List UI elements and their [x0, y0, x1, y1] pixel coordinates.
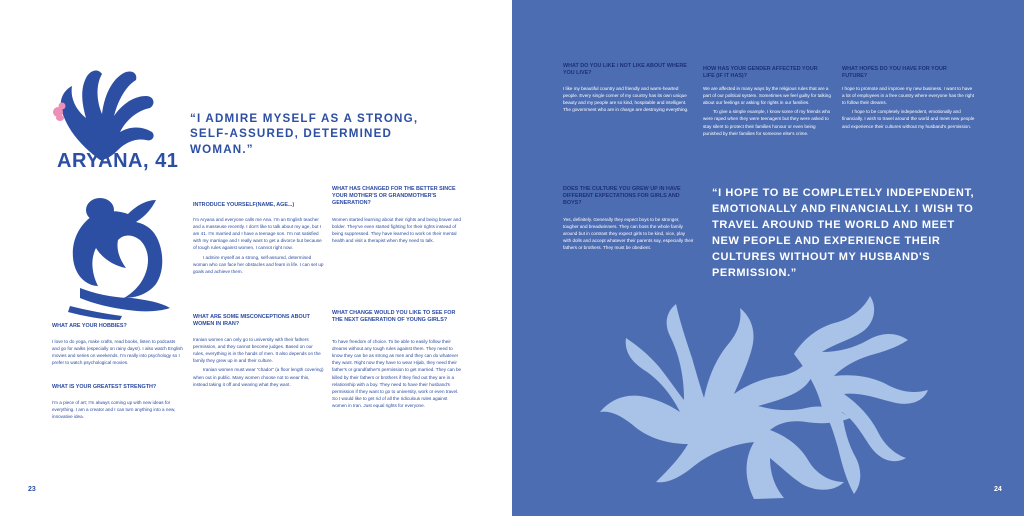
seaweed-illustration	[594, 294, 954, 504]
question-hopes-future: WHAT HOPES DO YOU HAVE FOR YOUR FUTURE?	[842, 66, 947, 80]
answer-hobbies: I love to do yoga, make crafts, read books, listen to podcasts and go for walks (especially on rainy days!). I also watch English movies and series on weekends. I'm really into psychology so I prefer to watch psychological movies.	[52, 339, 183, 366]
answer-gender-affected: We are affected in many ways by the religious rules that are a part of our political system. Sometimes we feel guilty for talking about our feelings or asking for rights in our families. To give a simple example, I know some of my friends who were raped when they were teenagers but they were asked to stay silent to protect their families honour or even being punished by their families for someone else's crime.	[703, 86, 831, 136]
page-number-right: 24	[994, 486, 1002, 493]
answer-hopes-future: I hope to promote and improve my new business. I want to have a lot of employees in a free country where everyone has the right to follow their dreams. I hope to be completely independent, emotionally and financially. I wish to travel around the world and meet new people and experience their cultures without my husband's permission.	[842, 86, 975, 129]
answer-expectations-girls-boys: Yes, definitely. Generally they expect boys to be stronger, tougher and breadwinners. They can boss the whole family around but in contrast they expect girls to be kind, nice, play with dolls and accept whatever their parents say, especially their fathers or brothers. They must be obedient.	[563, 217, 694, 251]
question-what-has-changed: WHAT HAS CHANGED FOR THE BETTER SINCE YOUR MOTHER'S OR GRANDMOTHER'S GENERATION?	[332, 186, 456, 207]
question-misconceptions: WHAT ARE SOME MISCONCEPTIONS ABOUT WOMEN IN IRAN?	[193, 314, 310, 328]
question-next-generation: WHAT CHANGE WOULD YOU LIKE TO SEE FOR THE NEXT GENERATION OF YOUNG GIRLS?	[332, 310, 456, 324]
question-greatest-strength: WHAT IS YOUR GREATEST STRENGTH?	[52, 384, 157, 390]
question-where-you-live: WHAT DO YOU LIKE / NOT LIKE ABOUT WHERE YOU LIVE?	[563, 63, 687, 77]
matisse-figure-illustration	[62, 194, 182, 320]
question-expectations-girls-boys: DOES THE CULTURE YOU GREW UP IN HAVE DIFFERENT EXPECTATIONS FOR GIRLS AND BOYS?	[563, 186, 681, 207]
answer-what-has-changed: Women started learning about their rights and being braver and bolder. They've even started fighting for their rights instead of being suppressed. They have learned to work on their mental health and visit a therapist when they need to talk.	[332, 217, 461, 244]
answer-where-you-live: I like my beautiful country and friendly and warm-hearted people. Every single corner of my country has its own unique beauty and my people are so kind, hospitable and intelligent. The government who are in charge are destroying everything.	[563, 86, 689, 113]
right-page	[512, 0, 1024, 516]
pull-quote: “I ADMIRE MYSELF AS A STRONG, SELF-ASSURED, DETERMINED WOMAN.”	[190, 112, 419, 156]
page-number-left: 23	[28, 486, 36, 493]
interviewee-name-title: ARYANA, 41	[57, 150, 179, 172]
pull-quote-right: “I HOPE TO BE COMPLETELY INDEPENDENT, EMOTIONALLY AND FINANCIALLY. I WISH TO TRAVEL AROUND THE WORLD AND MEET NEW PEOPLE AND EXPERIENCE THEIR CULTURES WITHOUT MY HUSBAND'S PERMISSION.”	[712, 187, 975, 279]
answer-misconceptions: Iranian women can only go to university with their fathers permission, and they cannot become judges. Based on our rules, everything is in the hands of men. It also depends on the family they grew up in and their culture. Iranian women must wear “chador” (a floor length covering) when out in public. Many women choose not to wear this, instead taking it off and wearing what they want.	[193, 337, 324, 387]
answer-next-generation: To have freedom of choice. To be able to easily follow their dreams without any tough rules against them. They need to know they can be as strong as men and they can do whatever they want. Right now they have to wear Hijab, they need their father's or grandfather's permission to get married. They can be killed by their fathers or brothers if they find out they are in a relationship with a boy. They need to have their husband's permission if they want to go to university, work or even travel. So I would like to get rid of all the ridiculous rules against women in Iran. Just equal rights for everyone.	[332, 339, 462, 408]
question-gender-affected: HOW HAS YOUR GENDER AFFECTED YOUR LIFE (IF IT HAS)?	[703, 66, 818, 80]
question-hobbies: WHAT ARE YOUR HOBBIES?	[52, 323, 127, 329]
answer-introduce-yourself: I'm Aryana and everyone calls me Ana. I'm an English teacher and a masseuse recently. I don't like to talk about my age, but I am 41. I'm married and I have a teenage son. I'm not satisfied with my marriage and I really want to get a divorce but because of tough rules against women, I cannot right now. I admire myself as a strong, self-assured, determined woman who can face her obstacles and fears in life. I can set up goals and achieve them.	[193, 217, 324, 274]
answer-greatest-strength: I'm a piece of art; I'm always coming up with new ideas for everything. I am a creator and I can turn anything into a new, innovative idea.	[52, 400, 176, 420]
question-introduce-yourself: INTRODUCE YOURSELF(NAME, AGE...)	[193, 202, 295, 208]
